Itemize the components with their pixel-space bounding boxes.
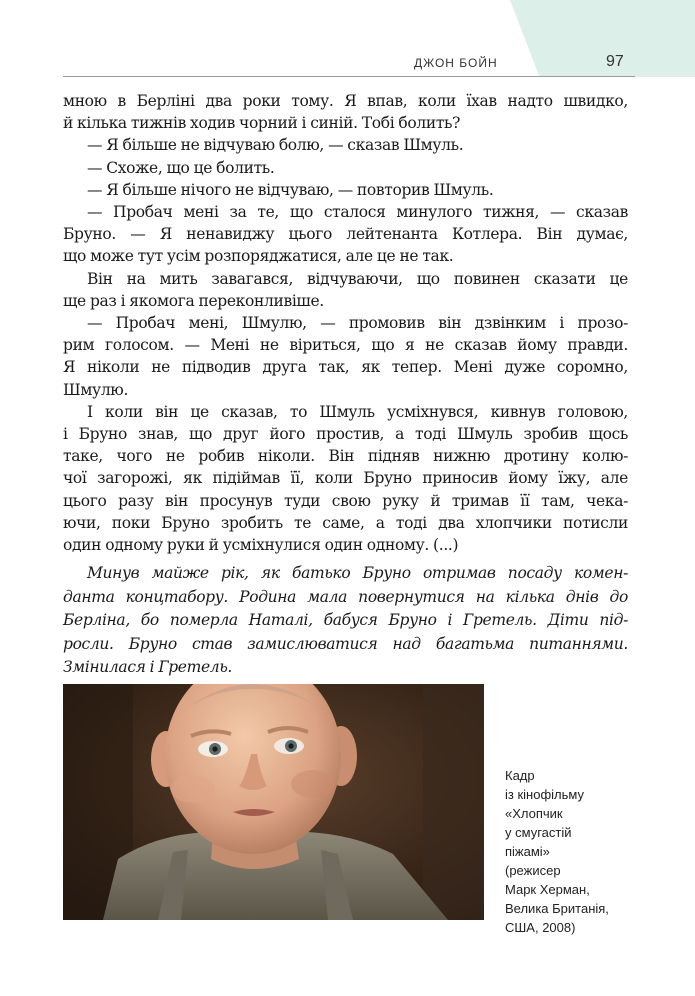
text-line: й кілька тижнів ходив чорний і синій. Тобі болить? bbox=[63, 114, 461, 133]
main-text bbox=[63, 90, 628, 556]
italic-summary bbox=[63, 562, 628, 680]
caption-line: у смугастій bbox=[505, 825, 572, 840]
caption-line: Марк Херман, bbox=[505, 882, 590, 897]
caption-line: піжамі» bbox=[505, 844, 550, 859]
caption-line: Велика Британія, bbox=[505, 901, 609, 916]
text-line: ючи, поки Бруно зробить те саме, а тоді два хлопчики потисли bbox=[63, 513, 628, 532]
text-line: — Пробач мені, Шмулю, — промовив він дзвінким і прозо- bbox=[87, 314, 628, 333]
text-line: данта концтабору. Родина мала повернутися на кілька днів до bbox=[63, 587, 628, 606]
header-corner-decoration bbox=[510, 0, 695, 77]
paragraph bbox=[63, 201, 628, 268]
caption-line: (режисер bbox=[505, 863, 561, 878]
text-line: і Бруно знав, що друг його простив, а тоді Шмуль зробив щось bbox=[63, 425, 628, 444]
text-line: чої загорожі, як підіймав її, коли Бруно приносив йому їжу, але bbox=[63, 469, 628, 488]
paragraph bbox=[63, 134, 628, 156]
caption-line: США, 2008) bbox=[505, 920, 576, 935]
paragraph bbox=[63, 401, 628, 556]
running-header-author: ДЖОН БОЙН bbox=[414, 56, 498, 70]
paragraph bbox=[63, 90, 628, 134]
paragraph bbox=[63, 179, 628, 201]
page-number: 97 bbox=[606, 53, 624, 70]
text-line: — Я більше нічого не відчуваю, — повторив Шмуль. bbox=[87, 180, 494, 199]
text-line: Шмулю. bbox=[63, 380, 129, 399]
text-line: — Пробач мені за те, що сталося минулого тижня, — сказав bbox=[87, 203, 628, 222]
text-line: Я ніколи не підводив друга так, як тепер. Мені дуже соромно, bbox=[63, 358, 628, 377]
text-line: рим голосом. — Мені не віриться, що я не сказав йому правди. bbox=[63, 336, 628, 355]
text-line: — Схоже, що це болить. bbox=[87, 158, 275, 177]
text-line: мною в Берліні два роки тому. Я впав, коли їхав надто швидко, bbox=[63, 92, 628, 110]
text-line: один одному руки й усміхнулися один одному. (...) bbox=[63, 536, 459, 555]
header-rule bbox=[63, 76, 635, 77]
caption-line: «Хлопчик bbox=[505, 806, 563, 821]
text-line: І коли він це сказав, то Шмуль усміхнувся, кивнув головою, bbox=[87, 402, 628, 421]
caption-line: із кінофільму bbox=[505, 787, 584, 802]
text-line: Змінилася і Гретель. bbox=[63, 658, 232, 676]
paragraph bbox=[63, 157, 628, 179]
caption-line: Кадр bbox=[505, 768, 535, 783]
paragraph bbox=[63, 268, 628, 312]
text-line: Він на мить завагався, відчуваючи, що повинен сказати це bbox=[87, 269, 628, 288]
text-line: Берліна, бо померла Наталі, бабуся Бруно і Гретель. Діти під- bbox=[63, 611, 628, 629]
paragraph bbox=[63, 312, 628, 401]
boy-portrait-illustration bbox=[63, 684, 484, 920]
text-line: ще раз і якомога переконливіше. bbox=[63, 291, 324, 310]
film-still-photo bbox=[63, 684, 484, 920]
text-line: що може тут усім розпоряджатися, але це не так. bbox=[63, 247, 454, 266]
text-line: Минув майже рік, як батько Бруно отримав посаду комен- bbox=[87, 564, 628, 582]
text-line: Бруно. — Я ненавиджу цього лейтенанта Котлера. Він думає, bbox=[63, 225, 628, 244]
text-line: цього разу він просунув туди свою руку й тримав її там, чека- bbox=[63, 491, 628, 510]
text-line: — Я більше не відчуваю болю, — сказав Шмуль. bbox=[87, 136, 464, 155]
text-line: росли. Бруно став замислюватися над багатьма питаннями. bbox=[63, 634, 628, 653]
photo-caption bbox=[505, 766, 640, 937]
text-line: таке, чого не робив ніколи. Він підняв нижню дротину колю- bbox=[63, 447, 628, 466]
